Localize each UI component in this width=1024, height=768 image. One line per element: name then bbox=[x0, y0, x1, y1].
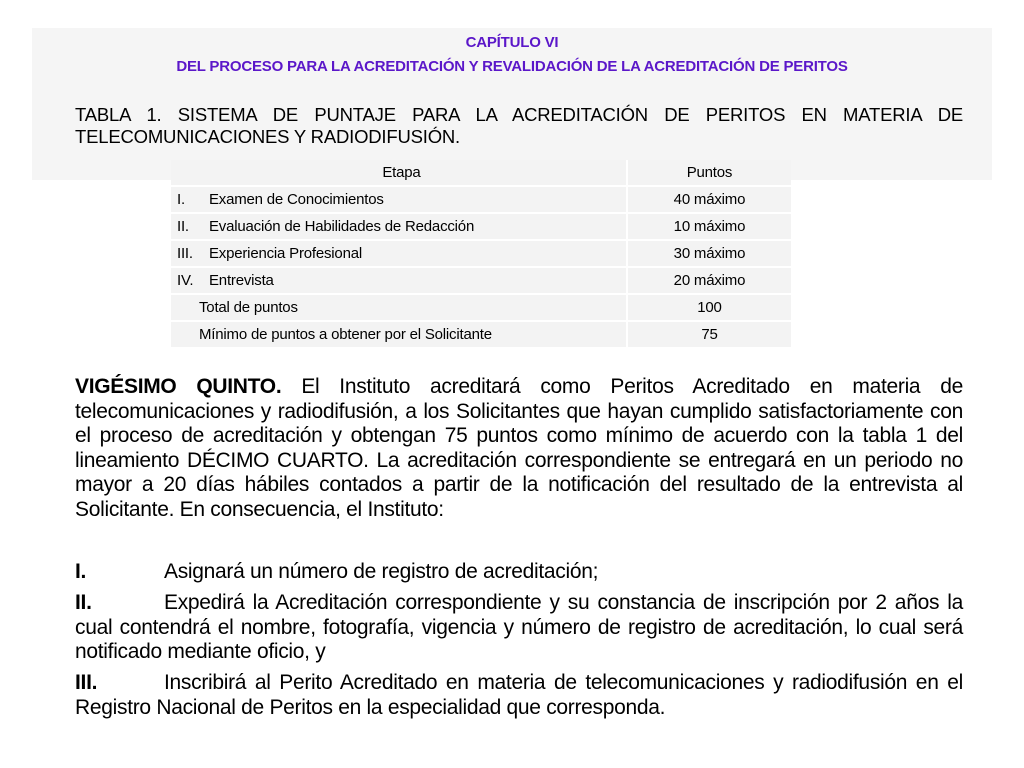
list-item bbox=[75, 671, 963, 720]
item-text: Asignará un número de registro de acreditación; bbox=[164, 560, 599, 583]
total-label: Total de puntos bbox=[199, 299, 298, 316]
stage-label: Examen de Conocimientos bbox=[209, 191, 384, 208]
item-number: III. bbox=[75, 671, 98, 694]
stage-number: III. bbox=[177, 245, 193, 262]
stage-cell bbox=[171, 241, 626, 266]
minimum-points: 75 bbox=[626, 322, 791, 347]
minimum-row bbox=[171, 322, 791, 347]
item-text: Inscribirá al Perito Acreditado en materia de telecomunicaciones y radiodifusión en el Registro Nacional de Peritos en la especialidad que corresponda. bbox=[75, 671, 963, 719]
score-table bbox=[171, 158, 791, 349]
stage-label: Evaluación de Habilidades de Redacción bbox=[209, 218, 475, 235]
minimum-label: Mínimo de puntos a obtener por el Solicitante bbox=[199, 326, 492, 343]
stage-label: Experiencia Profesional bbox=[209, 245, 362, 262]
article-heading: VIGÉSIMO QUINTO. bbox=[75, 375, 282, 398]
list-item bbox=[75, 591, 963, 665]
chapter-title: DEL PROCESO PARA LA ACREDITACIÓN Y REVALIDACIÓN DE LA ACREDITACIÓN DE PERITOS bbox=[176, 58, 848, 75]
stage-label: Entrevista bbox=[209, 272, 274, 289]
minimum-label-cell bbox=[171, 322, 626, 347]
stage-number: II. bbox=[177, 218, 189, 235]
table-title: TABLA 1. SISTEMA DE PUNTAJE PARA LA ACREDITACIÓN DE PERITOS EN MATERIA DE TELECOMUNICACIONES Y RADIODIFUSIÓN. bbox=[75, 104, 963, 147]
chapter-number: CAPÍTULO VI bbox=[465, 34, 559, 51]
article-body: El Instituto acreditará como Peritos Acreditado en materia de telecomunicaciones y radiodifusión, a los Solicitantes que hayan cumplido satisfactoriamente con el proceso de acreditación y obtengan 75 puntos como mínimo de acuerdo con la tabla 1 del lineamiento DÉCIMO CUARTO. La acreditación correspondiente se entregará en un periodo no mayor a 20 días hábiles contados a partir de la notificación del resultado de la entrevista al Solicitante. En consecuencia, el Instituto: bbox=[75, 375, 963, 521]
item-number: II. bbox=[75, 591, 92, 614]
points-cell: 10 máximo bbox=[626, 214, 791, 239]
table-row bbox=[171, 187, 791, 212]
table-header-row bbox=[171, 160, 791, 185]
stage-cell bbox=[171, 214, 626, 239]
total-points: 100 bbox=[626, 295, 791, 320]
list-item bbox=[75, 560, 963, 585]
total-label-cell bbox=[171, 295, 626, 320]
points-cell: 30 máximo bbox=[626, 241, 791, 266]
stage-cell bbox=[171, 187, 626, 212]
total-row bbox=[171, 295, 791, 320]
stage-number: I. bbox=[177, 191, 185, 208]
header-stage: Etapa bbox=[171, 160, 626, 185]
item-text: Expedirá la Acreditación correspondiente y su constancia de inscripción por 2 años la cual contendrá el nombre, fotografía, vigencia y número de registro de acreditación, lo cual será notificado mediante oficio, y bbox=[75, 591, 963, 663]
header-points: Puntos bbox=[626, 160, 791, 185]
points-cell: 20 máximo bbox=[626, 268, 791, 293]
item-number: I. bbox=[75, 560, 87, 583]
stage-cell bbox=[171, 268, 626, 293]
table-row bbox=[171, 214, 791, 239]
article-paragraph bbox=[75, 375, 963, 522]
stage-number: IV. bbox=[177, 272, 194, 289]
table-row bbox=[171, 241, 791, 266]
points-cell: 40 máximo bbox=[626, 187, 791, 212]
table-row bbox=[171, 268, 791, 293]
